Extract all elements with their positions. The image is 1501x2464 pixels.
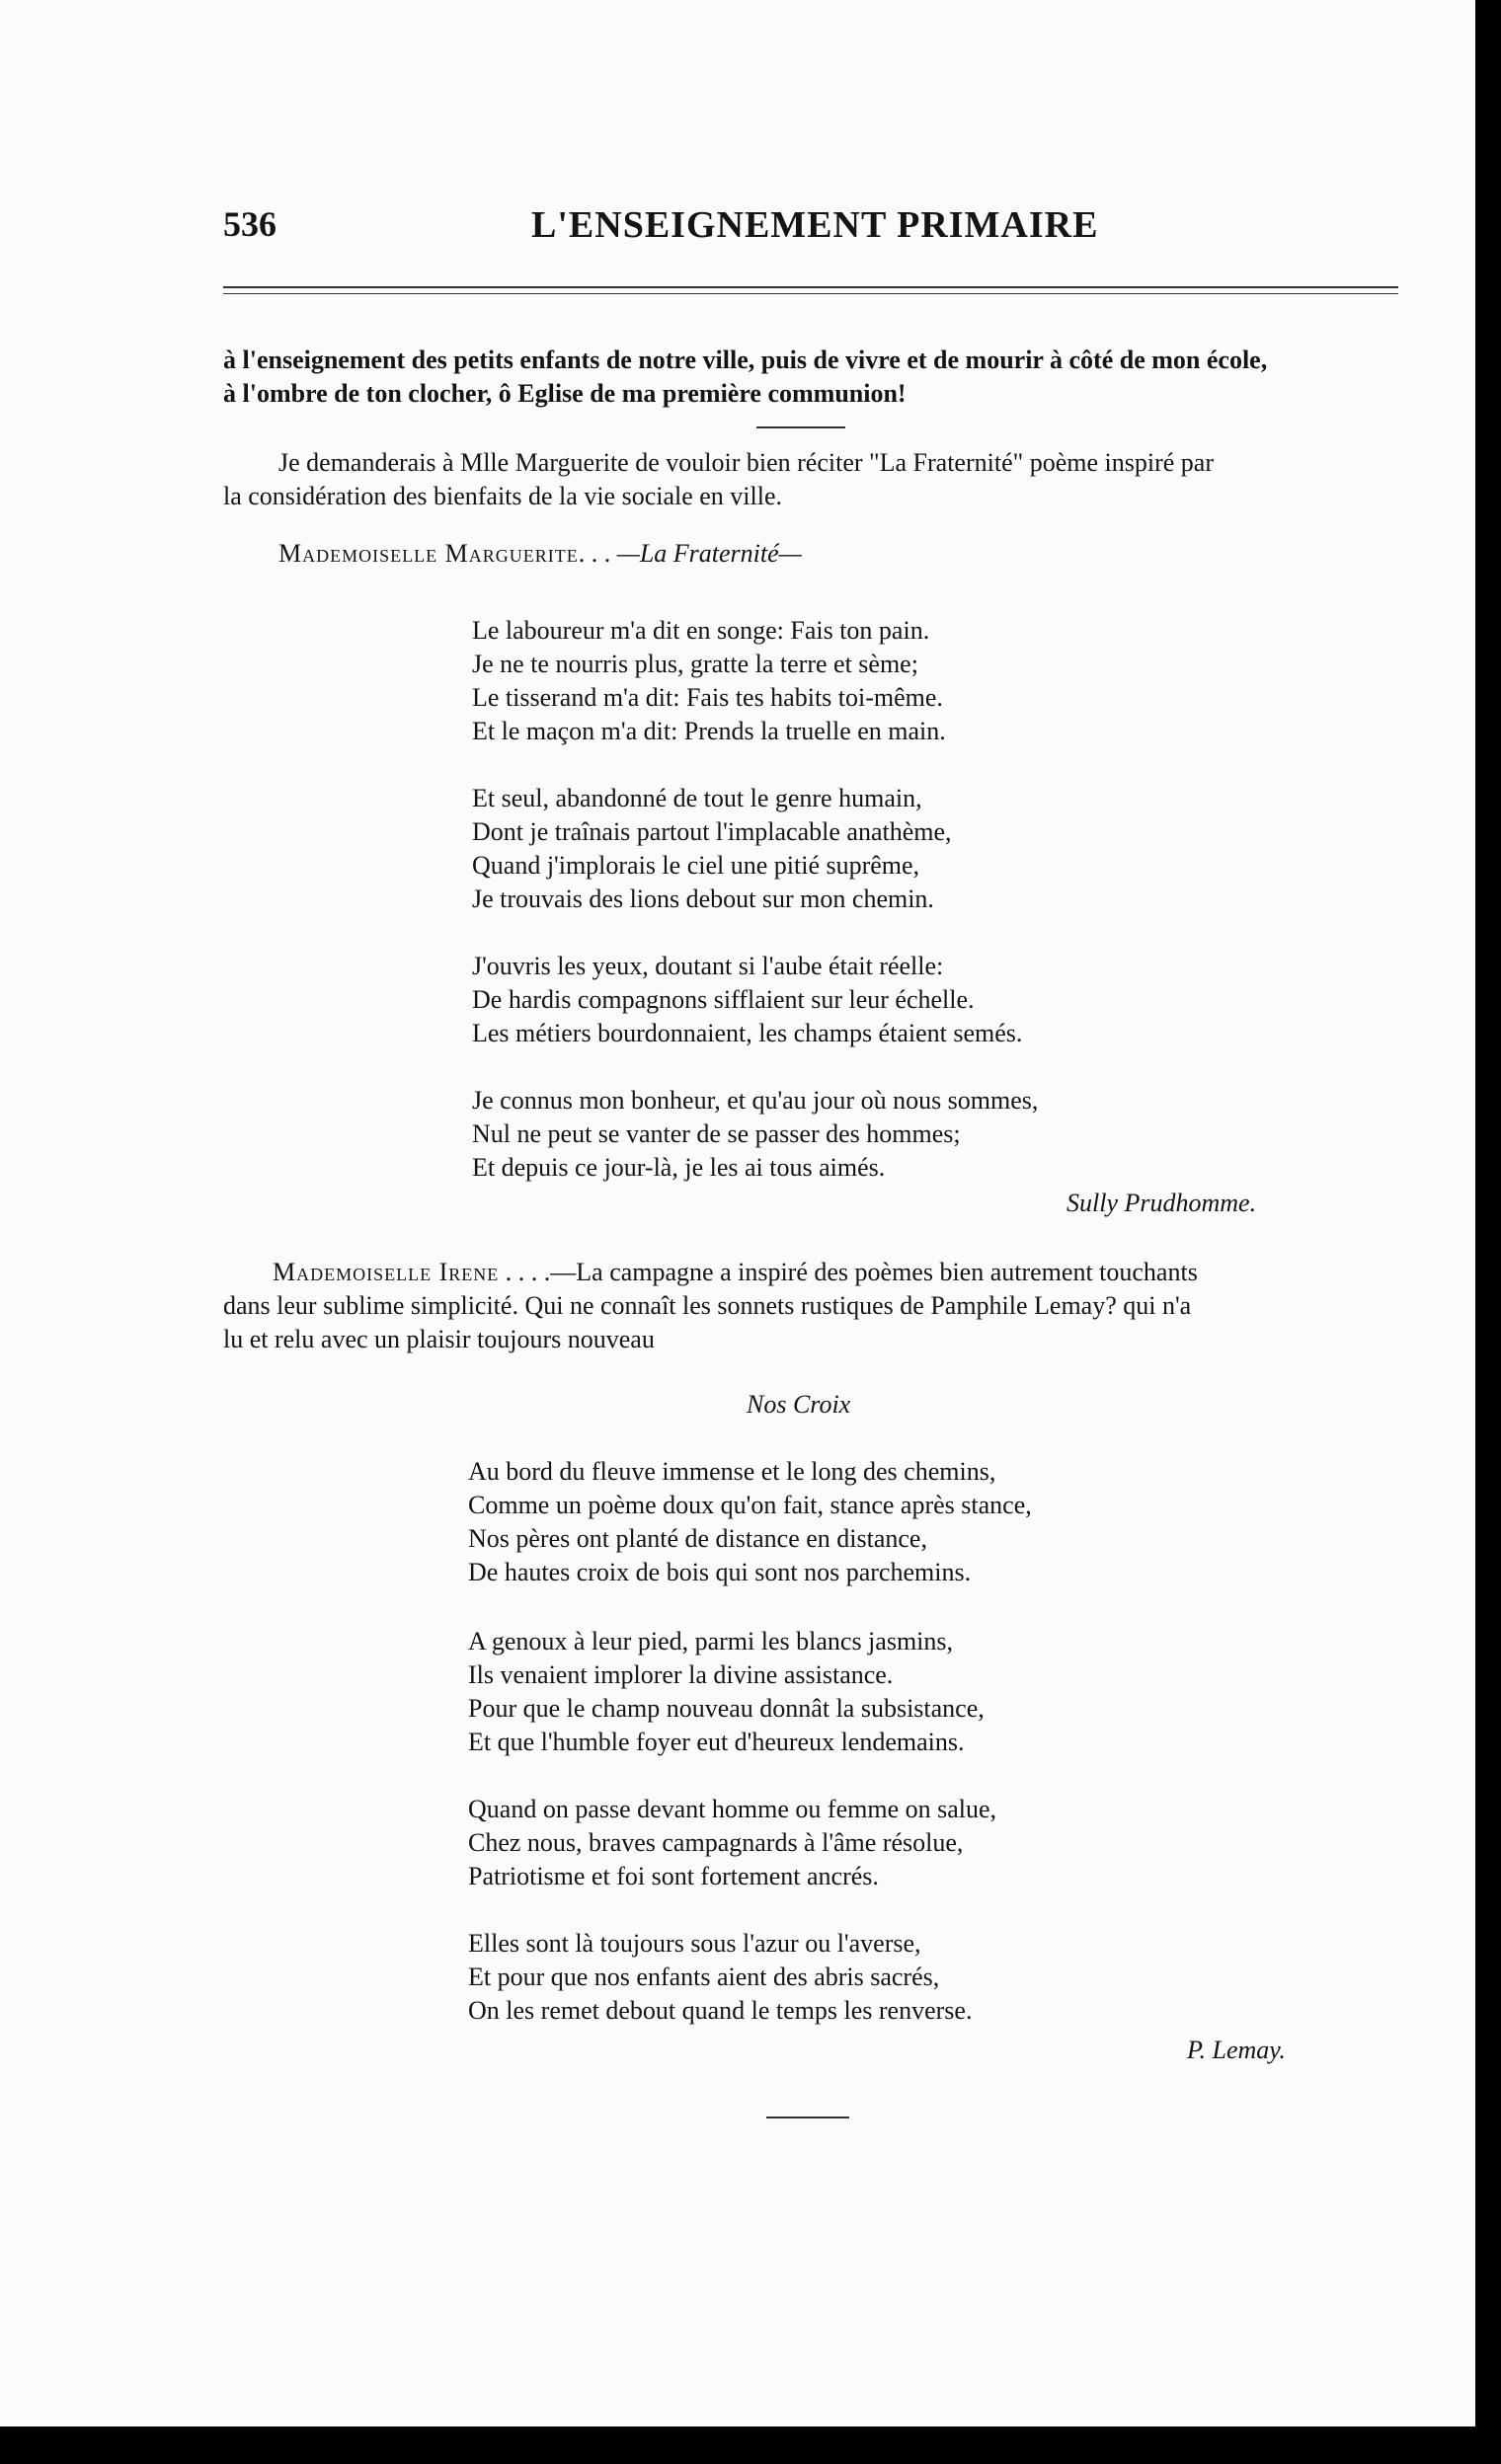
verse-line: Ils venaient implorer la divine assistance.	[468, 1660, 894, 1689]
verse-line: Le laboureur m'a dit en songe: Fais ton pain.	[472, 616, 930, 645]
poem-stanza	[468, 1625, 985, 1759]
verse-line: Chez nous, braves campagnards à l'âme résolue,	[468, 1828, 964, 1857]
poem-title: —La Fraternité—	[616, 539, 802, 568]
request-paragraph	[223, 446, 1398, 513]
verse-line: Dont je traînais partout l'implacable anathème,	[472, 817, 952, 846]
verse-line: Et pour que nos enfants aient des abris sacrés,	[468, 1963, 940, 1991]
verse-line: Et depuis ce jour-là, je les ai tous aimés.	[472, 1153, 886, 1182]
poem-stanza	[468, 1455, 1032, 1589]
verse-line: A genoux à leur pied, parmi les blancs jasmins,	[468, 1627, 954, 1656]
intro-paragraph	[223, 344, 1398, 411]
verse-line: Nul ne peut se vanter de se passer des hommes;	[472, 1119, 961, 1148]
verse-line: Je trouvais des lions debout sur mon chemin.	[472, 885, 934, 913]
poem-stanza	[472, 614, 946, 748]
speaker-name: Mademoiselle Marguerite	[278, 539, 579, 568]
request-line: la considération des bienfaits de la vie sociale en ville.	[223, 482, 783, 510]
speaker-line-marguerite	[278, 539, 802, 569]
poem-stanza	[472, 950, 1022, 1050]
verse-line: Patriotisme et foi sont fortement ancrés.	[468, 1862, 879, 1890]
verse-line: Je connus mon bonheur, et qu'au jour où nous sommes,	[472, 1086, 1039, 1115]
verse-line: De hautes croix de bois qui sont nos parchemins.	[468, 1558, 972, 1586]
irene-paragraph	[223, 1256, 1398, 1356]
verse-line: Quand on passe devant homme ou femme on salue,	[468, 1795, 997, 1823]
poem-title: Nos Croix	[747, 1390, 851, 1419]
verse-line: On les remet debout quand le temps les renverse.	[468, 1996, 973, 2025]
verse-line: Et le maçon m'a dit: Prends la truelle en main.	[472, 717, 946, 745]
verse-line: Nos pères ont planté de distance en distance,	[468, 1524, 927, 1553]
intro-line: à l'enseignement des petits enfants de notre ville, puis de vivre et de mourir à côté de mon école,	[223, 346, 1268, 374]
verse-line: Je ne te nourris plus, gratte la terre et sème;	[472, 650, 918, 678]
verse-line: Pour que le champ nouveau donnât la subsistance,	[468, 1694, 985, 1723]
verse-line: Le tisserand m'a dit: Fais tes habits toi-même.	[472, 683, 943, 712]
header-rule-thin	[223, 293, 1398, 294]
irene-text: . . . .—La campagne a inspiré des poèmes bien autrement touchants	[505, 1258, 1198, 1286]
verse-line: Quand j'implorais le ciel une pitié suprême,	[472, 851, 920, 880]
verse-line: De hardis compagnons sifflaient sur leur échelle.	[472, 985, 975, 1014]
verse-line: J'ouvris les yeux, doutant si l'aube était réelle:	[472, 952, 944, 980]
irene-line: lu et relu avec un plaisir toujours nouveau	[223, 1325, 655, 1353]
speaker-dots: . . .	[578, 539, 617, 568]
speaker-name: Mademoiselle Irene	[273, 1258, 500, 1286]
poem-author: Sully Prudhomme.	[1066, 1189, 1257, 1217]
poem-stanza	[472, 1084, 1038, 1185]
running-title: L'ENSEIGNEMENT PRIMAIRE	[531, 204, 1099, 246]
verse-line: Et que l'humble foyer eut d'heureux lendemains.	[468, 1728, 965, 1756]
intro-line: à l'ombre de ton clocher, ô Eglise de ma première communion!	[223, 379, 907, 408]
verse-line: Comme un poème doux qu'on fait, stance après stance,	[468, 1491, 1032, 1519]
section-divider	[756, 426, 845, 428]
page-number: 536	[223, 204, 276, 244]
header-rule	[223, 286, 1398, 288]
poem-stanza	[468, 1793, 996, 1893]
irene-line: dans leur sublime simplicité. Qui ne connaît les sonnets rustiques de Pamphile Lemay? qui n'a	[223, 1291, 1192, 1320]
poem-author: P. Lemay.	[1187, 2036, 1286, 2064]
verse-line: Et seul, abandonné de tout le genre humain,	[472, 784, 922, 812]
verse-line: Les métiers bourdonnaient, les champs étaient semés.	[472, 1019, 1023, 1047]
poem-stanza	[468, 1927, 972, 2028]
poem-stanza	[472, 782, 952, 916]
verse-line: Au bord du fleuve immense et le long des chemins,	[468, 1457, 996, 1486]
irene-line	[223, 1256, 1398, 1289]
verse-line: Elles sont là toujours sous l'azur ou l'averse,	[468, 1929, 921, 1958]
end-divider	[766, 2117, 849, 2118]
request-line: Je demanderais à Mlle Marguerite de vouloir bien réciter "La Fraternité" poème inspiré par	[278, 448, 1214, 477]
